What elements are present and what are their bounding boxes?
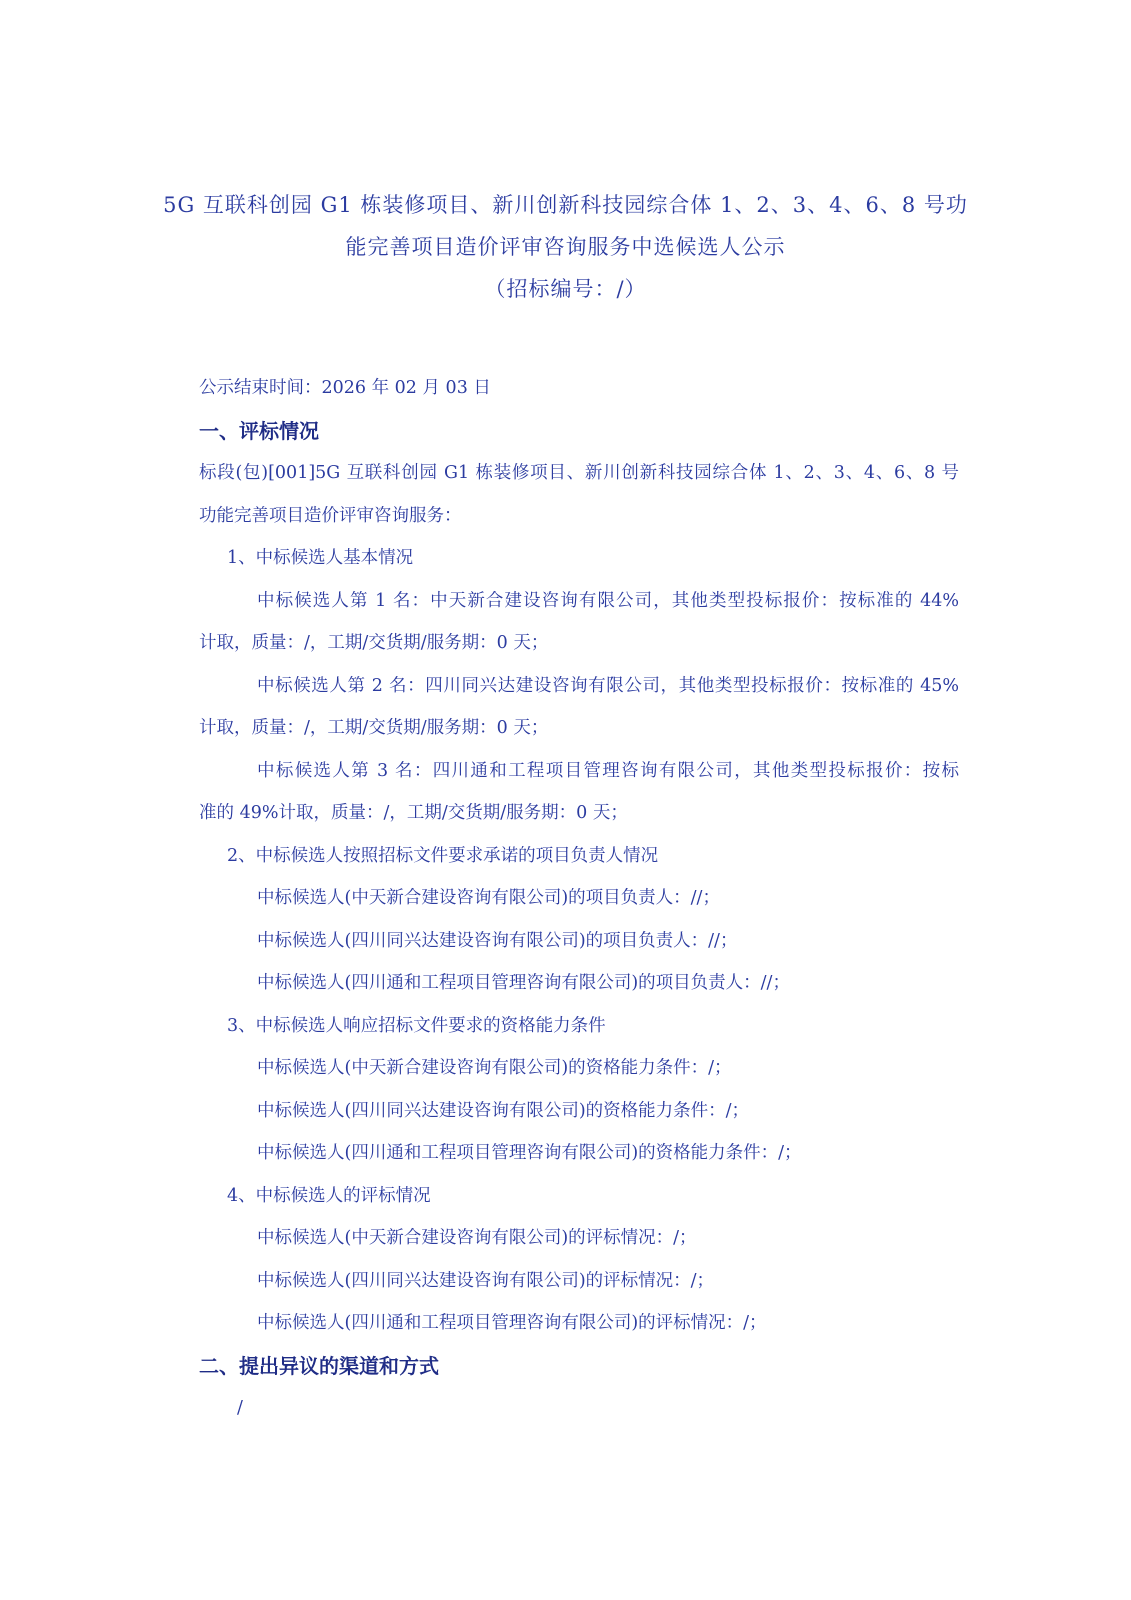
candidate-2-line-1: 中标候选人第 2 名：四川同兴达建设咨询有限公司，其他类型投标报价：按标准的 45% — [257, 675, 959, 696]
project-leader-item: 中标候选人(中天新合建设咨询有限公司)的项目负责人：//； — [257, 888, 720, 908]
title-line-2: 能完善项目造价评审咨询服务中选候选人公示 — [345, 235, 786, 259]
candidate-2-line-2: 计取，质量：/，工期/交货期/服务期：0 天； — [199, 718, 549, 738]
candidate-3-line-1: 中标候选人第 3 名：四川通和工程项目管理咨询有限公司，其他类型投标报价：按标 — [257, 760, 959, 781]
package-description-line-1: 标段(包)[001]5G 互联科创园 G1 栋装修项目、新川创新科技园综合体 1、2、3、4、6、8 号 — [199, 463, 959, 483]
section-2-heading: 二、提出异议的渠道和方式 — [199, 1353, 439, 1378]
package-description-line-2: 功能完善项目造价评审咨询服务： — [199, 505, 462, 526]
qualification-item: 中标候选人(四川同兴达建设咨询有限公司)的资格能力条件：/； — [257, 1100, 750, 1121]
evaluation-item: 中标候选人(中天新合建设咨询有限公司)的评标情况：/； — [257, 1228, 697, 1248]
subsection-3-heading: 3、中标候选人响应招标文件要求的资格能力条件 — [227, 1015, 606, 1036]
tender-number: （招标编号：/） — [484, 277, 647, 301]
qualification-item: 中标候选人(中天新合建设咨询有限公司)的资格能力条件：/； — [257, 1058, 732, 1078]
project-leader-item: 中标候选人(四川同兴达建设咨询有限公司)的项目负责人：//； — [257, 930, 738, 951]
subsection-1-heading: 1、中标候选人基本情况 — [227, 548, 414, 568]
candidate-3-line-2: 准的 49%计取，质量：/，工期/交货期/服务期：0 天； — [199, 803, 628, 823]
title-line-1: 5G 互联科创园 G1 栋装修项目、新川创新科技园综合体 1、2、3、4、6、8 号功 — [163, 193, 968, 217]
publish-end-time: 公示结束时间：2026 年 02 月 03 日 — [199, 378, 491, 398]
candidate-1-line-1: 中标候选人第 1 名：中天新合建设咨询有限公司，其他类型投标报价：按标准的 44% — [257, 590, 959, 611]
section-1-heading: 一、评标情况 — [199, 418, 319, 443]
qualification-item: 中标候选人(四川通和工程项目管理咨询有限公司)的资格能力条件：/； — [257, 1143, 802, 1163]
evaluation-item: 中标候选人(四川同兴达建设咨询有限公司)的评标情况：/； — [257, 1270, 715, 1291]
candidate-1-line-2: 计取，质量：/，工期/交货期/服务期：0 天； — [199, 633, 549, 653]
project-leader-item: 中标候选人(四川通和工程项目管理咨询有限公司)的项目负责人：//； — [257, 973, 790, 993]
document-body — [199, 367, 959, 1430]
document-title — [0, 184, 1131, 310]
evaluation-item: 中标候选人(四川通和工程项目管理咨询有限公司)的评标情况：/； — [257, 1313, 767, 1333]
section-2-body: / — [237, 1398, 243, 1418]
subsection-4-heading: 4、中标候选人的评标情况 — [227, 1185, 431, 1206]
subsection-2-heading: 2、中标候选人按照招标文件要求承诺的项目负责人情况 — [227, 845, 659, 866]
